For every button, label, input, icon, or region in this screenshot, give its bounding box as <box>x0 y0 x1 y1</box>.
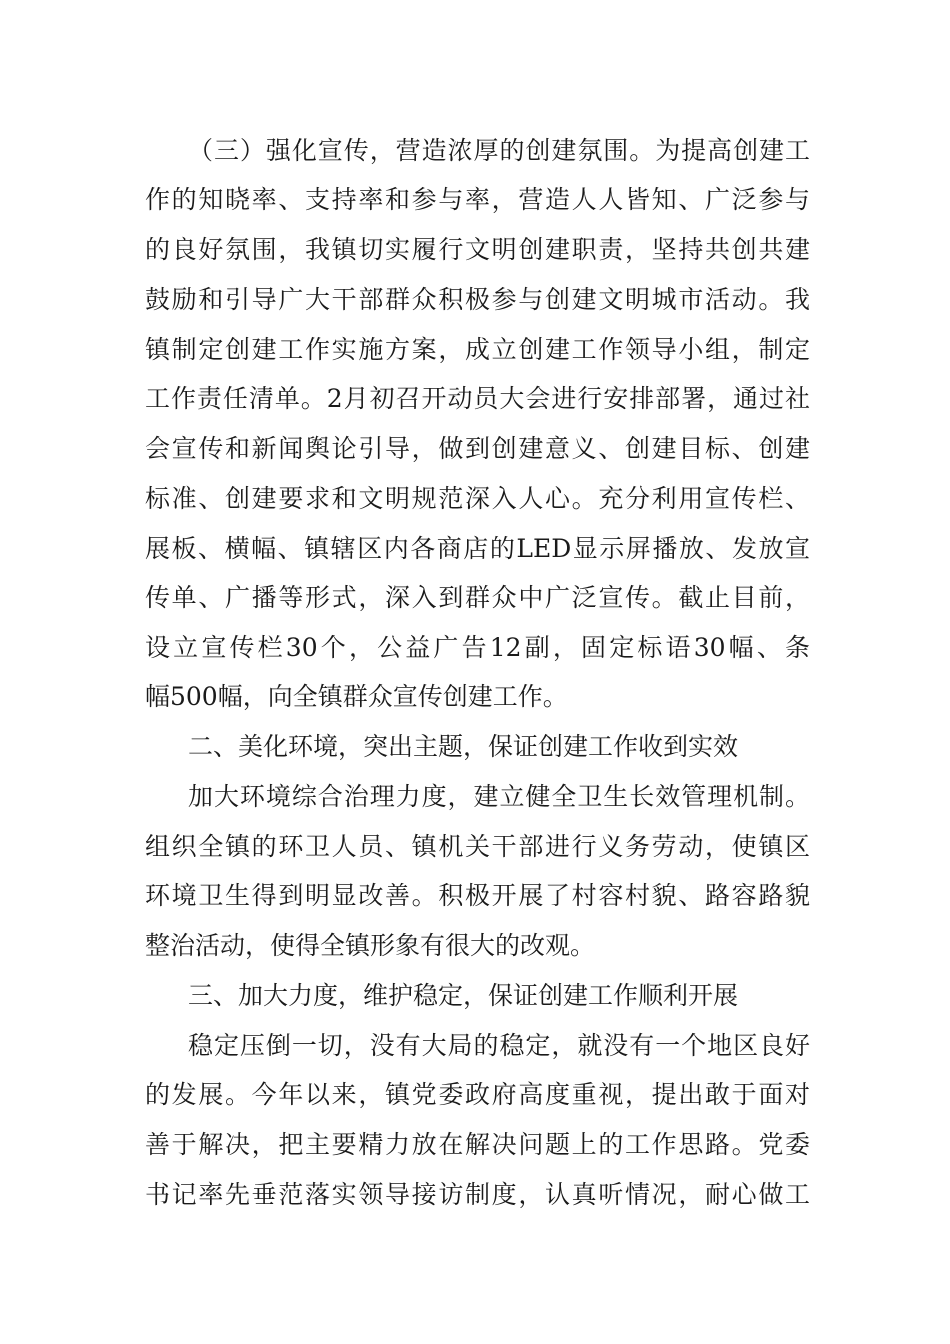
paragraph-line: 会宣传和新闻舆论引导，做到创建意义、创建目标、创建 <box>145 434 810 463</box>
paragraph-line: （三）强化宣传，营造浓厚的创建氛围。为提高创建工 <box>188 136 810 165</box>
paragraph-line: 环境卫生得到明显改善。积极开展了村容村貌、路容路貌 <box>145 881 810 910</box>
paragraph-line: 稳定压倒一切，没有大局的稳定，就没有一个地区良好 <box>188 1031 810 1060</box>
paragraph-line: 标准、创建要求和文明规范深入人心。充分利用宣传栏、 <box>145 484 810 513</box>
section-heading: 二、美化环境，突出主题，保证创建工作收到实效 <box>188 732 739 761</box>
paragraph-line: 工作责任清单。2月初召开动员大会进行安排部署，通过社 <box>145 384 810 413</box>
paragraph-line: 展板、横幅、镇辖区内各商店的LED显示屏播放、发放宣 <box>145 534 810 563</box>
paragraph-line: 加大环境综合治理力度，建立健全卫生长效管理机制。 <box>188 782 810 811</box>
paragraph-line: 作的知晓率、支持率和参与率，营造人人皆知、广泛参与 <box>145 185 810 214</box>
paragraph-line: 的发展。今年以来，镇党委政府高度重视，提出敢于面对 <box>145 1080 810 1109</box>
section-heading: 三、加大力度，维护稳定，保证创建工作顺利开展 <box>188 981 739 1010</box>
paragraph-line: 善于解决，把主要精力放在解决问题上的工作思路。党委 <box>145 1130 810 1159</box>
paragraph-line: 的良好氛围，我镇切实履行文明创建职责，坚持共创共建 <box>145 235 810 264</box>
paragraph-line: 书记率先垂范落实领导接访制度，认真听情况，耐心做工 <box>145 1180 810 1209</box>
paragraph-line: 传单、广播等形式，深入到群众中广泛宣传。截止目前， <box>145 583 810 612</box>
paragraph-line: 组织全镇的环卫人员、镇机关干部进行义务劳动，使镇区 <box>145 832 810 861</box>
paragraph-line: 整治活动，使得全镇形象有很大的改观。 <box>145 931 596 960</box>
paragraph-line: 设立宣传栏30个，公益广告12副，固定标语30幅、条 <box>145 633 810 662</box>
paragraph-line: 幅500幅，向全镇群众宣传创建工作。 <box>145 682 568 711</box>
paragraph-line: 鼓励和引导广大干部群众积极参与创建文明城市活动。我 <box>145 285 810 314</box>
paragraph-line: 镇制定创建工作实施方案，成立创建工作领导小组，制定 <box>145 335 810 364</box>
